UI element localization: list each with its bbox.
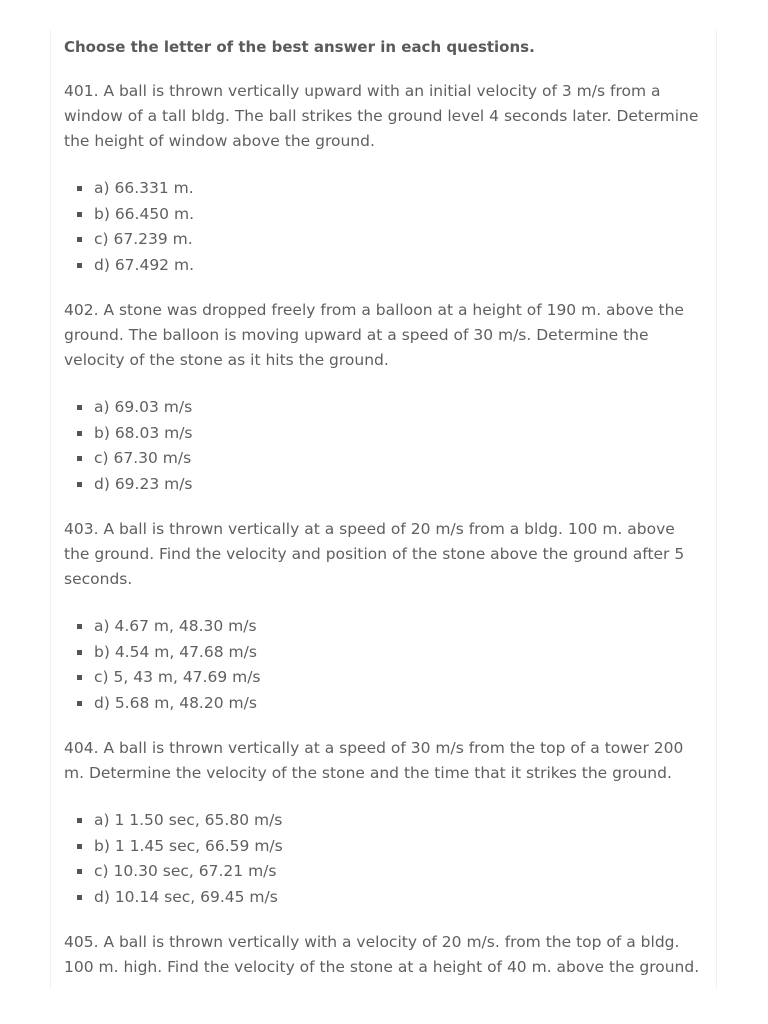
option-a (64, 176, 703, 202)
square-bullet-icon (77, 263, 82, 268)
option-label: b) 4.54 m, 47.68 m/s (94, 642, 257, 661)
question-404 (64, 736, 703, 910)
option-b (64, 421, 703, 447)
option-label: a) 66.331 m. (94, 179, 194, 197)
square-bullet-icon (77, 431, 82, 436)
square-bullet-icon (77, 650, 82, 655)
option-label: b) 68.03 m/s (94, 423, 193, 442)
option-label: d) 69.23 m/s (94, 474, 193, 493)
instruction-heading: Choose the letter of the best answer in each questions. (64, 38, 535, 56)
answer-options (64, 395, 703, 497)
option-label: c) 67.30 m/s (94, 449, 192, 467)
option-c (64, 859, 703, 885)
question-401 (64, 79, 703, 278)
option-d (64, 885, 703, 911)
option-label: b) 66.450 m. (94, 204, 195, 223)
question-405 (64, 930, 703, 980)
option-b (64, 834, 703, 860)
option-label: a) 69.03 m/s (94, 398, 193, 416)
question-text: 405. A ball is thrown vertically with a velocity of 20 m/s. from the top of a bldg. 100 m. high. Find the velocity of the stone at a height of 40 m. above the ground. (64, 933, 700, 976)
square-bullet-icon (77, 675, 82, 680)
square-bullet-icon (77, 405, 82, 410)
square-bullet-icon (77, 186, 82, 191)
option-a (64, 808, 703, 834)
answer-options (64, 614, 703, 716)
question-text: 404. A ball is thrown vertically at a speed of 30 m/s from the top of a tower 200 m. Determine the velocity of the stone and the time that it strikes the ground. (64, 739, 684, 782)
square-bullet-icon (77, 701, 82, 706)
option-c (64, 227, 703, 253)
option-label: c) 67.239 m. (94, 230, 193, 248)
option-label: a) 4.67 m, 48.30 m/s (94, 617, 257, 635)
square-bullet-icon (77, 456, 82, 461)
option-b (64, 202, 703, 228)
square-bullet-icon (77, 482, 82, 487)
option-c (64, 446, 703, 472)
square-bullet-icon (77, 869, 82, 874)
option-label: d) 5.68 m, 48.20 m/s (94, 693, 257, 712)
question-402 (64, 298, 703, 497)
option-d (64, 253, 703, 279)
option-a (64, 395, 703, 421)
option-c (64, 665, 703, 691)
question-text: 403. A ball is thrown vertically at a speed of 20 m/s from a bldg. 100 m. above the ground. Find the velocity and position of the stone above the ground after 5 seconds. (64, 520, 685, 588)
document-content (50, 30, 717, 988)
option-label: a) 1 1.50 sec, 65.80 m/s (94, 811, 283, 829)
option-label: d) 10.14 sec, 69.45 m/s (94, 887, 278, 906)
square-bullet-icon (77, 212, 82, 217)
square-bullet-icon (77, 237, 82, 242)
question-403 (64, 517, 703, 716)
square-bullet-icon (77, 844, 82, 849)
question-text: 401. A ball is thrown vertically upward with an initial velocity of 3 m/s from a window of a tall bldg. The ball strikes the ground level 4 seconds later. Determine the height of window above the ground. (64, 82, 699, 150)
option-b (64, 640, 703, 666)
square-bullet-icon (77, 624, 82, 629)
square-bullet-icon (77, 818, 82, 823)
option-label: b) 1 1.45 sec, 66.59 m/s (94, 836, 283, 855)
option-a (64, 614, 703, 640)
option-label: c) 5, 43 m, 47.69 m/s (94, 668, 261, 686)
option-label: d) 67.492 m. (94, 255, 195, 274)
square-bullet-icon (77, 895, 82, 900)
answer-options (64, 176, 703, 278)
answer-options (64, 808, 703, 910)
option-label: c) 10.30 sec, 67.21 m/s (94, 862, 277, 880)
option-d (64, 472, 703, 498)
option-d (64, 691, 703, 717)
question-text: 402. A stone was dropped freely from a balloon at a height of 190 m. above the ground. The balloon is moving upward at a speed of 30 m/s. Determine the velocity of the stone as it hits the ground. (64, 301, 684, 369)
